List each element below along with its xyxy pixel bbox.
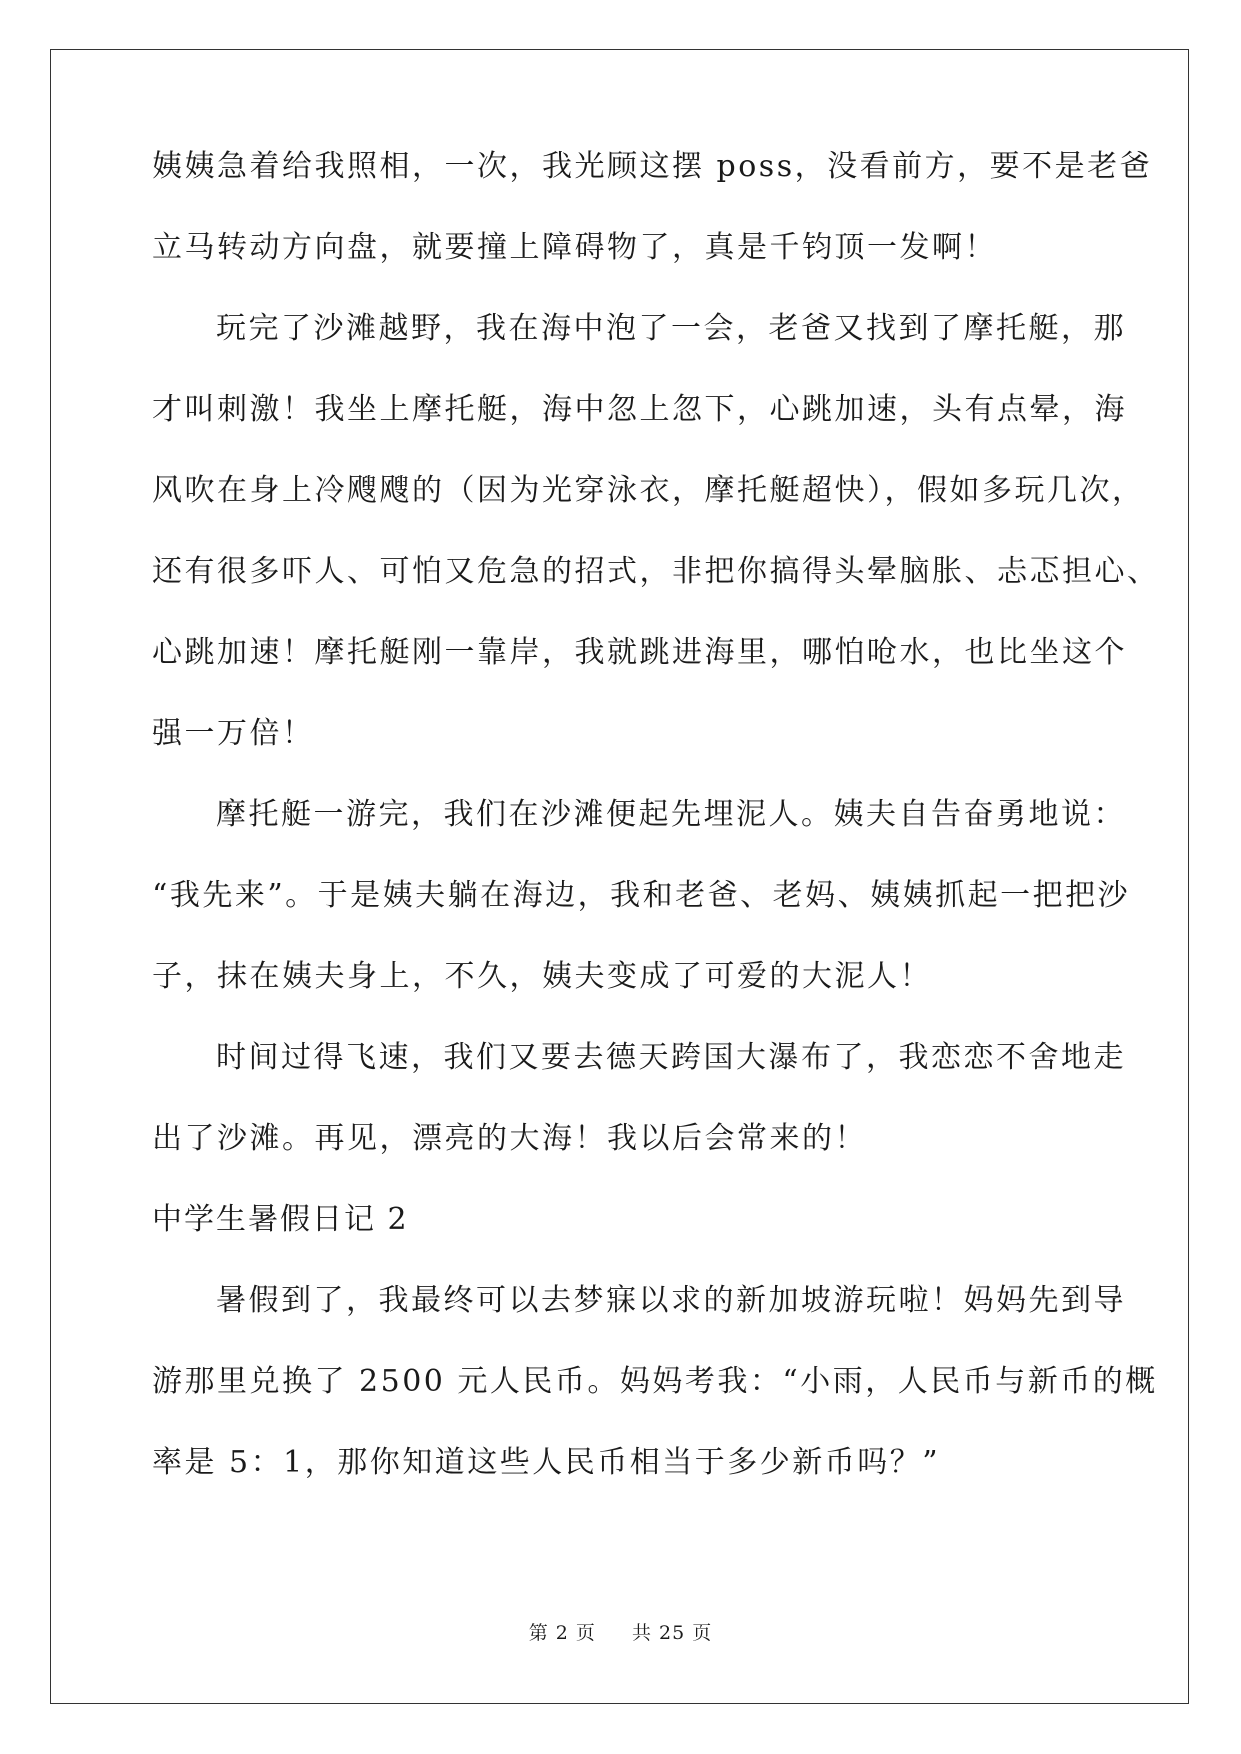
- text-line: 时间过得飞速，我们又要去德天跨国大瀑布了，我恋恋不舍地走: [216, 1040, 1126, 1075]
- text-line: 风吹在身上冷飕飕的（因为光穿泳衣，摩托艇超快），假如多玩几次，: [152, 473, 1145, 508]
- text-line: “我先来”。于是姨夫躺在海边，我和老爸、老妈、姨姨抓起一把把沙: [152, 878, 1131, 913]
- page-total: 共 25 页: [632, 1622, 713, 1644]
- text-line: 姨姨急着给我照相，一次，我光顾这摆 poss，没看前方，要不是老爸: [152, 149, 1153, 184]
- text-line: 子，抹在姨夫身上，不久，姨夫变成了可爱的大泥人！: [152, 959, 932, 994]
- text-line: 还有很多吓人、可怕又危急的招式，非把你搞得头晕脑胀、忐忑担心、: [152, 554, 1160, 589]
- section-heading: 中学生暑假日记 2: [152, 1202, 409, 1237]
- text-line: 才叫刺激！我坐上摩托艇，海中忽上忽下，心跳加速，头有点晕，海: [152, 392, 1127, 427]
- text-line: 强一万倍！: [152, 716, 315, 751]
- page-number: 第 2 页: [528, 1622, 596, 1644]
- text-line: 心跳加速！摩托艇刚一靠岸，我就跳进海里，哪怕呛水，也比坐这个: [152, 635, 1127, 670]
- text-line: 率是 5：1，那你知道这些人民币相当于多少新币吗？”: [152, 1445, 941, 1480]
- text-line: 摩托艇一游完，我们在沙滩便起先埋泥人。姨夫自告奋勇地说：: [216, 797, 1126, 832]
- text-line: 游那里兑换了 2500 元人民币。妈妈考我：“小雨，人民币与新币的概: [152, 1364, 1158, 1399]
- text-line: 出了沙滩。再见，漂亮的大海！我以后会常来的！: [152, 1121, 867, 1156]
- text-line: 暑假到了，我最终可以去梦寐以求的新加坡游玩啦！妈妈先到导: [216, 1283, 1126, 1318]
- document-body: [152, 149, 1160, 1480]
- text-line: 立马转动方向盘，就要撞上障碍物了，真是千钧顶一发啊！: [152, 230, 997, 265]
- text-line: 玩完了沙滩越野，我在海中泡了一会，老爸又找到了摩托艇，那: [216, 311, 1126, 346]
- page-footer: [0, 1622, 1241, 1644]
